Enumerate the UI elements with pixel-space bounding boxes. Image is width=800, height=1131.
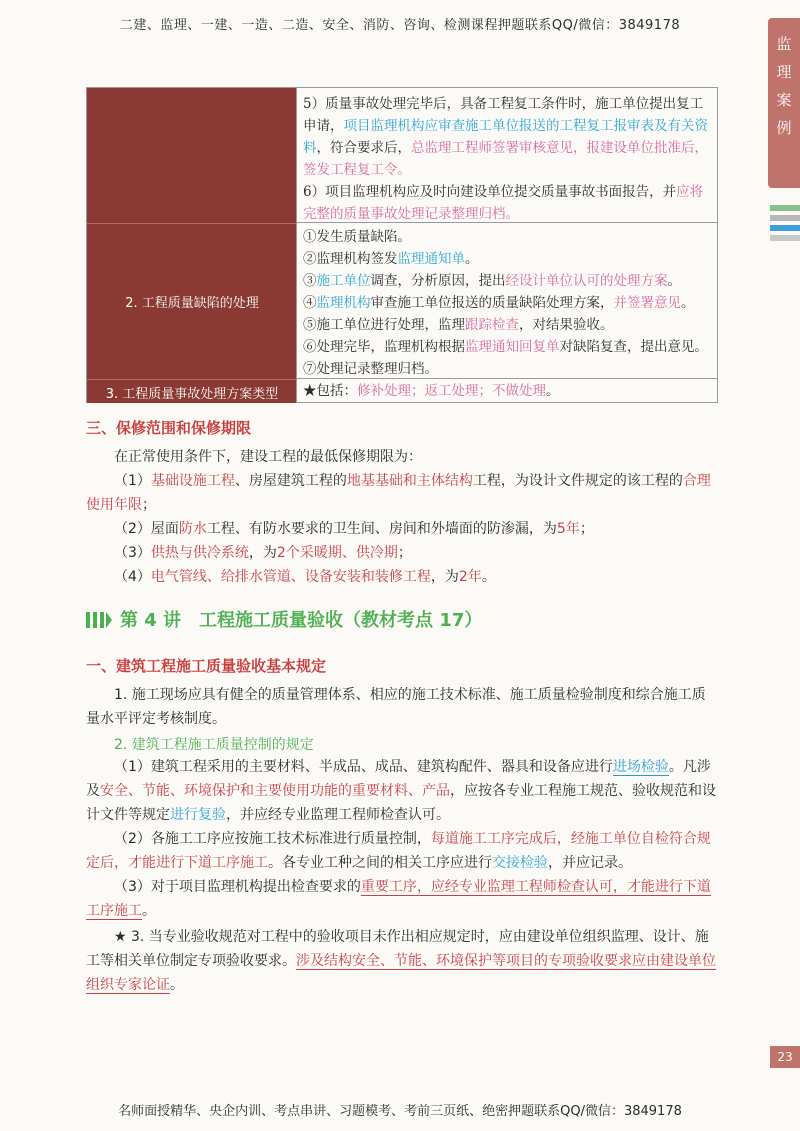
table-row1-item5 xyxy=(303,93,712,181)
highlight-text: 监理通知回复单 xyxy=(465,339,560,355)
table-row3-label: 3. 工程质量事故处理方案类型 xyxy=(105,387,279,402)
highlight-text: 每道施工工序完成后，经施工单位自检符合规定后，才能进行下道工序施工 xyxy=(86,831,711,871)
text: （3）对于项目监理机构提出检查要求的 xyxy=(114,879,361,895)
text: ，并应经专业监理工程师检查认可。 xyxy=(226,807,450,823)
section1-sub2: 2. 建筑工程施工质量控制的规定 xyxy=(114,737,314,753)
text: ②监理机构签发 xyxy=(303,251,398,267)
text: ，符合要求后， xyxy=(316,140,411,156)
text: ，并应记录。 xyxy=(548,855,632,871)
text: ； xyxy=(397,545,412,561)
text: （4） xyxy=(114,569,151,585)
side-stripe-blue xyxy=(770,225,800,231)
section1-p3 xyxy=(86,827,718,875)
highlight-text: 总监理工程师签署审核意见，报建设单位批准后，签发工程复工令。 xyxy=(303,140,708,178)
highlight-text: 安全、节能、环境保护和主要使用功能的重要材料、产品 xyxy=(100,783,450,799)
table-row1-content xyxy=(297,88,718,223)
lecture-title xyxy=(86,606,718,634)
text: 。凡涉及 xyxy=(86,759,711,799)
highlight-text: 防水 xyxy=(178,521,207,537)
text: （1）建筑工程采用的主要材料、半成品、成品、建筑构配件、器具和设备应进行 xyxy=(114,759,613,775)
section1-heading: 一、建筑工程施工质量验收基本规定 xyxy=(86,657,327,675)
section3-item2 xyxy=(86,517,718,541)
table-row1-item6 xyxy=(303,181,712,225)
text: ④ xyxy=(303,295,317,311)
highlight-text: 供热与供冷系统 xyxy=(150,545,249,561)
header-ad-text: 二建、监理、一建、一造、二造、安全、消防、咨询、检测课程押题联系QQ/微信：3849178 xyxy=(119,18,681,33)
text: ⑥处理完毕，监理机构根据 xyxy=(303,339,465,355)
text: （2）屋面 xyxy=(114,521,179,537)
highlight-text: 应将完整的质量事故处理记录整理归档。 xyxy=(303,184,704,222)
section1-p2 xyxy=(86,755,718,827)
text: 5）质量事故处理完毕后，具备工程复工条件时，施工单位提出复工申请， xyxy=(303,96,704,134)
section1-p5 xyxy=(86,925,718,997)
text: ，应按各专业工程施工规范、验收规范和设计文件等规定 xyxy=(86,783,716,823)
highlight-text: 修补处理；返工处理；不做处理 xyxy=(357,383,546,399)
highlight-text: 并签署意见 xyxy=(613,295,681,311)
side-stripe-green xyxy=(770,205,800,211)
highlight-text: 交接检验 xyxy=(492,855,548,871)
text: 。 xyxy=(465,251,479,267)
side-stripe-gray xyxy=(770,215,800,221)
text: 。 xyxy=(681,295,695,311)
text: （2）各施工工序应按施工技术标准进行质量控制， xyxy=(114,831,431,847)
text: 审查施工单位报送的质量缺陷处理方案， xyxy=(370,295,614,311)
highlight-text: 跟踪检查 xyxy=(465,317,519,333)
highlight-text: 项目监理机构应审查施工单位报送的工程复工报审表及有关资料 xyxy=(303,118,708,156)
table-row3-content xyxy=(297,379,718,403)
step-5 xyxy=(303,314,712,336)
page-number: 23 xyxy=(770,1046,800,1068)
highlight-text: 经设计单位认可的处理方案 xyxy=(505,273,668,289)
step-2 xyxy=(303,248,712,270)
highlight-text: 进场检验 xyxy=(612,759,669,775)
step-4 xyxy=(303,292,712,314)
footer-ad-text: 名师面授精华、央企内训、考点串讲、习题模考、考前三页纸、绝密押题联系QQ/微信：3849178 xyxy=(118,1104,682,1119)
text: ⑤施工单位进行处理，监理 xyxy=(303,317,465,333)
highlight-text: 基础设施工程 xyxy=(150,473,235,489)
text: ； xyxy=(142,497,156,513)
text: 。 xyxy=(170,977,184,993)
side-tab-label: 监 理 案 例 xyxy=(776,35,792,137)
highlight-text: 电气管线、给排水管道、设备安装和装修工程 xyxy=(150,569,431,585)
text: 。 xyxy=(481,569,496,585)
text: ★包括： xyxy=(303,383,357,399)
text: ，为 xyxy=(430,569,459,585)
highlight-text: 监理机构 xyxy=(316,295,371,311)
section3-heading: 三、保修范围和保修期限 xyxy=(86,419,252,437)
text: 。各专业工种之间的相关工序应进行 xyxy=(268,855,492,871)
highlight-text: 5年 xyxy=(556,521,580,537)
step-3 xyxy=(303,270,712,292)
text: 对缺陷复查，提出意见。 xyxy=(559,339,708,355)
step-6 xyxy=(303,336,712,358)
text: （3） xyxy=(114,545,151,561)
highlight-text: 涉及结构安全、节能、环境保护等项目的专项验收要求应由建设单位组织专家论证 xyxy=(86,953,716,993)
highlight-text: 进行复验 xyxy=(170,807,226,823)
highlight-text: 合理使用年限 xyxy=(86,473,711,513)
section3-item4 xyxy=(86,565,718,589)
lecture-title-text: 第 4 讲 工程施工质量验收（教材考点 17） xyxy=(120,610,483,631)
section3-intro: 在正常使用条件下，建设工程的最低保修期限为： xyxy=(114,449,422,465)
text: 。 xyxy=(142,903,156,919)
text: ★ 3. 当专业验收规范对工程中的验收项目未作出相应规定时，应由建设单位组织监理、设计、施工等相关单位制定专项验收要求。 xyxy=(86,929,709,969)
highlight-text: 2年 xyxy=(458,569,482,585)
section1-p4 xyxy=(86,875,718,923)
highlight-text: 地基基础和主体结构 xyxy=(346,473,473,489)
highlight-text: 监理通知单 xyxy=(397,251,465,267)
highlight-text: 2个采暖期、供冷期 xyxy=(276,545,398,561)
text: 。 xyxy=(667,273,681,289)
lecture-bars-icon xyxy=(86,610,112,630)
table-row2-content xyxy=(297,223,718,379)
side-stripe-gray-2 xyxy=(770,235,800,241)
quality-table xyxy=(86,87,718,403)
text: 6）项目监理机构应及时向建设单位提交质量事故书面报告，并 xyxy=(303,184,677,200)
section3-item3 xyxy=(86,541,718,565)
text: 工程，为设计文件规定的该工程的 xyxy=(472,473,683,489)
text: 工程、有防水要求的卫生间、房间和外墙面的防渗漏，为 xyxy=(206,521,557,537)
text: ，为 xyxy=(248,545,277,561)
text: 调查，分析原因，提出 xyxy=(370,273,506,289)
text: ，对结果验收。 xyxy=(519,317,614,333)
step-7: ⑦处理记录整理归档。 xyxy=(303,361,438,377)
highlight-text: 施工单位 xyxy=(316,273,371,289)
highlight-text: 重要工序，应经专业监理工程师检查认可，才能进行下道工序施工 xyxy=(86,879,711,919)
text: 。 xyxy=(546,383,560,399)
text: （1） xyxy=(114,473,151,489)
section1-p1: 1. 施工现场应具有健全的质量管理体系、相应的施工技术标准、施工质量检验制度和综合施工质量水平评定考核制度。 xyxy=(86,687,706,727)
step-1: ①发生质量缺陷。 xyxy=(303,229,411,245)
text: ； xyxy=(579,521,594,537)
table-row1-left-cell xyxy=(87,88,297,223)
text: ③ xyxy=(303,273,317,289)
table-row2-label: 2. 工程质量缺陷的处理 xyxy=(125,296,259,311)
section3-item1 xyxy=(86,469,718,517)
text: 、房屋建筑工程的 xyxy=(234,473,347,489)
